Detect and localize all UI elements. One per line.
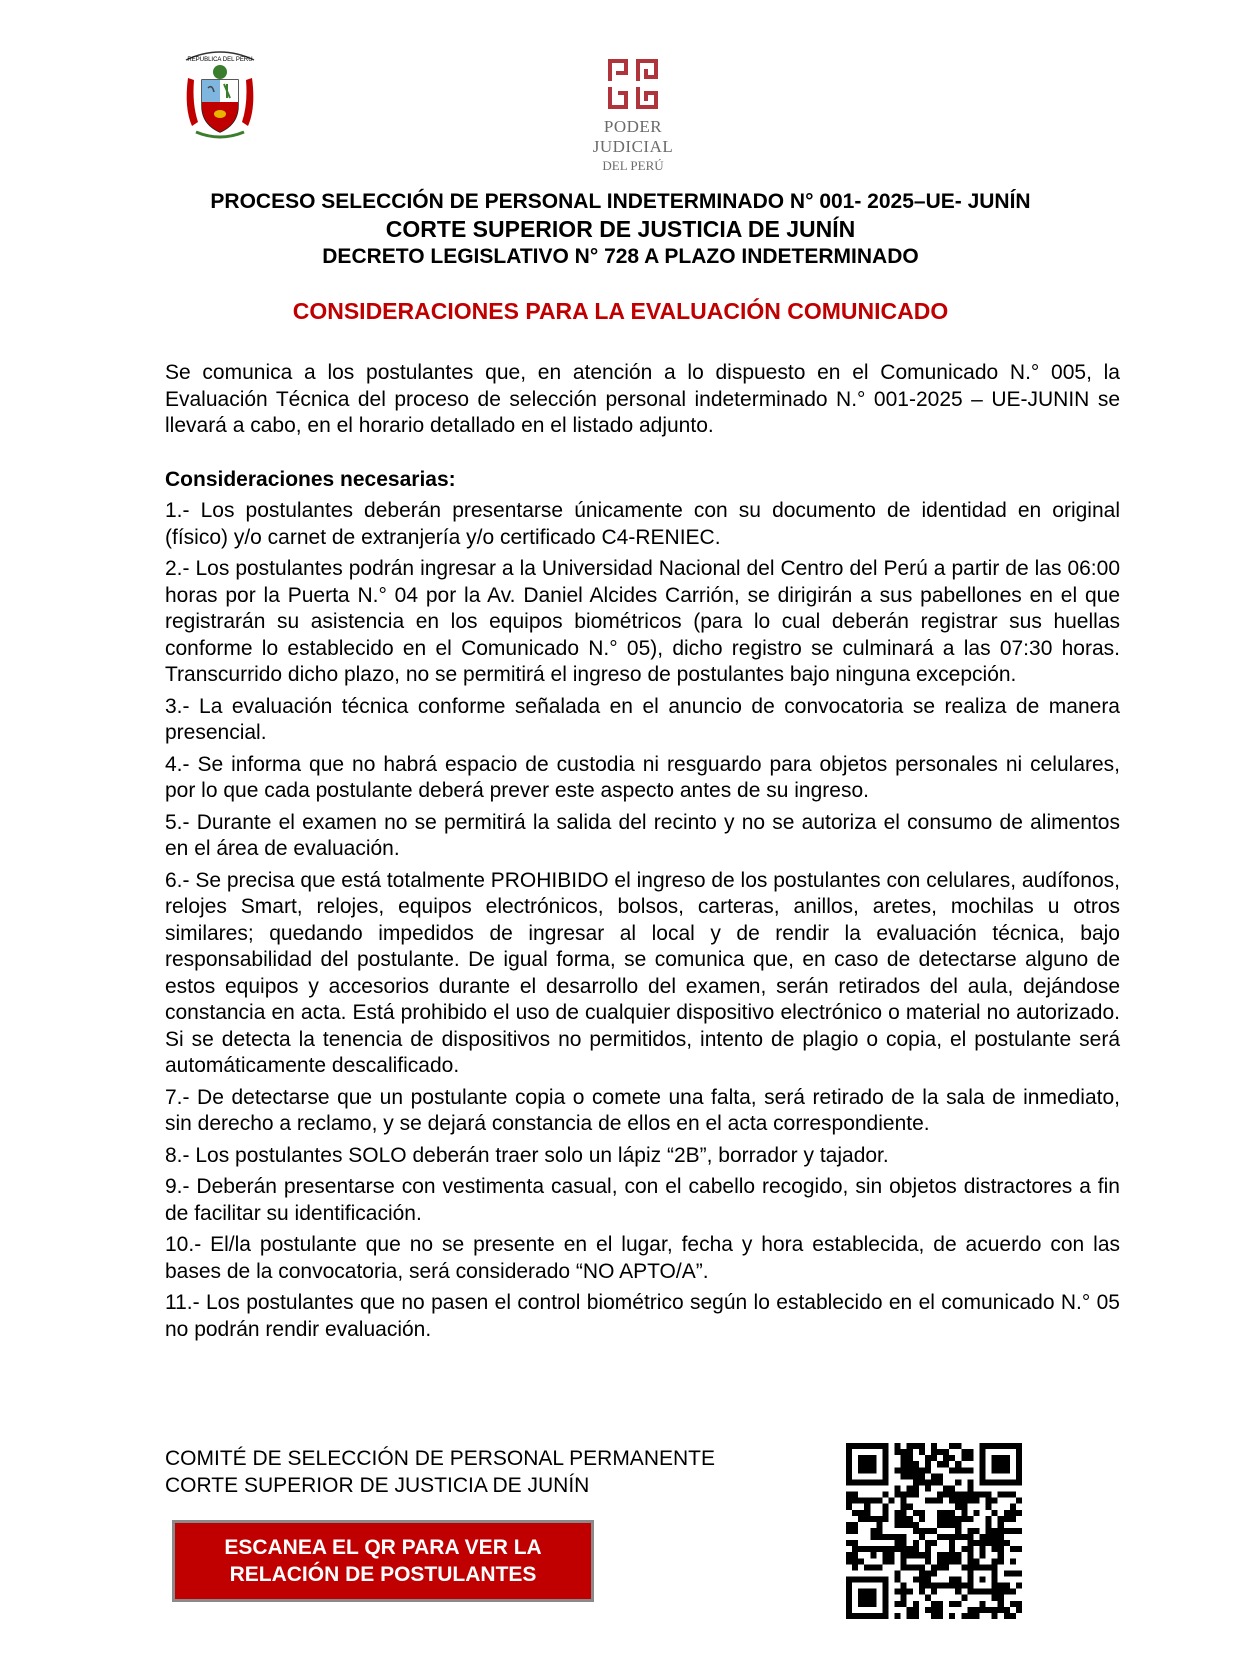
- consideration-item: 7.- De detectarse que un postulante copia o comete una falta, será retirado de la sala de inmediato, sin derecho a reclamo, y se dejará constancia de ellos en el acta correspondiente.: [165, 1085, 1120, 1135]
- escudo-peru-icon: [178, 48, 262, 140]
- header-decree: DECRETO LEGISLATIVO N° 728 A PLAZO INDETERMINADO: [322, 245, 919, 268]
- document-header: [0, 188, 1241, 270]
- consideration-item: 11.- Los postulantes que no pasen el control biométrico según lo establecido en el comunicado N.° 05 no podrán rendir evaluación.: [165, 1291, 1120, 1341]
- consideration-item: 4.- Se informa que no habrá espacio de custodia ni resguardo para objetos personales ni celulares, por lo que cada postulante deberá prever este aspecto antes de su ingreso.: [165, 752, 1120, 802]
- poder-judicial-name: PODER JUDICIAL: [592, 117, 674, 156]
- poder-judicial-logo-icon: [606, 57, 660, 111]
- qr-banner-line-2: RELACIÓN DE POSTULANTES: [229, 1563, 537, 1586]
- consideration-item: 3.- La evaluación técnica conforme señalada en el anuncio de convocatoria se realiza de manera presencial.: [165, 694, 1120, 744]
- considerations-heading: Consideraciones necesarias:: [165, 467, 456, 491]
- consideration-item: 2.- Los postulantes podrán ingresar a la Universidad Nacional del Centro del Perú a partir de las 06:00 horas por la Puerta N.° 04 por la Av. Daniel Alcides Carrión, se dirigirán a sus pabellones en el que registrarán su asistencia en los equipos biométricos (para lo cual deberán registrar sus huellas conforme lo establecido en el Comunicado N.° 05), dicho registro se culminará a las 07:30 horas. Transcurrido dicho plazo, no se permitirá el ingreso de postulantes bajo ninguna excepción.: [165, 557, 1120, 686]
- consideration-item: 6.- Se precisa que está totalmente PROHIBIDO el ingreso de los postulantes con celulares, audífonos, relojes Smart, relojes, equipos electrónicos, bolsos, carteras, anillos, aretes, mochilas u otros similares; quedando impedidos de ingresar al local y de rendir la evaluación técnica, bajo responsabilidad del postulante. De igual forma, se comunica que, en caso de detectarse alguno de estos equipos y accesorios durante el desarrollo del examen, serán retirados del aula, dejándose constancia en acta. Está prohibido el uso de cualquier dispositivo electrónico o material no autorizado. Si se detecta la tenencia de dispositivos no permitidos, intento de plagio o copia, el postulante será automáticamente descalificado.: [165, 868, 1120, 1077]
- consideration-item: 8.- Los postulantes SOLO deberán traer solo un lápiz “2B”, borrador y tajador.: [165, 1143, 889, 1167]
- consideration-item: 1.- Los postulantes deberán presentarse únicamente con su documento de identidad en original (físico) y/o carnet de extranjería y/o certificado C4-RENIEC.: [165, 499, 1120, 549]
- document-body: [165, 360, 1120, 1343]
- committee-line-1: COMITÉ DE SELECCIÓN DE PERSONAL PERMANENTE: [165, 1447, 715, 1470]
- header-process-title: PROCESO SELECCIÓN DE PERSONAL INDETERMINADO N° 001- 2025–UE- JUNÍN: [210, 190, 1031, 213]
- svg-text:REPUBLICA DEL PERU: REPUBLICA DEL PERU: [187, 57, 253, 63]
- intro-paragraph: Se comunica a los postulantes que, en atención a lo dispuesto en el Comunicado N.° 005, la Evaluación Técnica del proceso de selección personal indeterminado N.° 001-2025 – UE-JUNIN se llevará a cabo, en el horario detallado en el listado adjunto.: [165, 361, 1120, 437]
- qr-banner-line-1: ESCANEA EL QR PARA VER LA: [224, 1536, 542, 1559]
- poder-judicial-subname: DEL PERÚ: [602, 158, 664, 173]
- consideration-item: 10.- El/la postulante que no se presente en el lugar, fecha y hora establecida, de acuerdo con las bases de la convocatoria, será considerado “NO APTO/A”.: [165, 1233, 1120, 1283]
- committee-signature: [165, 1445, 715, 1499]
- committee-line-2: CORTE SUPERIOR DE JUSTICIA DE JUNÍN: [165, 1474, 590, 1497]
- scan-qr-banner: [172, 1520, 594, 1602]
- qr-code-icon[interactable]: [846, 1443, 1022, 1619]
- header-court-name: CORTE SUPERIOR DE JUSTICIA DE JUNÍN: [385, 216, 856, 242]
- notice-title: CONSIDERACIONES PARA LA EVALUACIÓN COMUNICADO: [292, 298, 949, 324]
- consideration-item: 5.- Durante el examen no se permitirá la salida del recinto y no se autoriza el consumo de alimentos en el área de evaluación.: [165, 810, 1120, 860]
- poder-judicial-logo: [583, 57, 683, 174]
- consideration-item: 9.- Deberán presentarse con vestimenta casual, con el cabello recogido, sin objetos distractores a fin de facilitar su identificación.: [165, 1175, 1120, 1225]
